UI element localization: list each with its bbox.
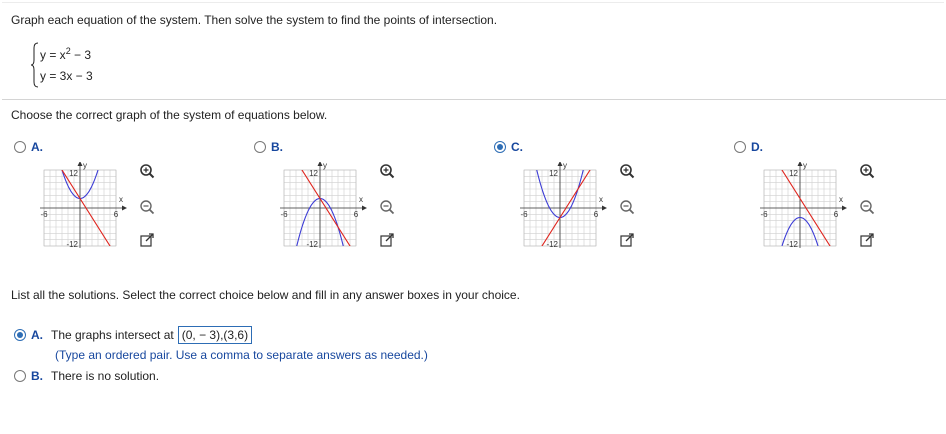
zoom-out-icon[interactable] bbox=[858, 199, 876, 217]
option-a[interactable]: A. bbox=[14, 140, 43, 154]
expand-icon[interactable] bbox=[138, 232, 156, 250]
svg-text:x: x bbox=[599, 195, 603, 204]
graph-a-plot bbox=[32, 162, 142, 256]
svg-text:-6: -6 bbox=[280, 210, 288, 219]
equation-1: $y = x^2 - 3$ bbox=[40, 46, 92, 62]
svg-text:6: 6 bbox=[113, 210, 119, 219]
top-border bbox=[2, 2, 944, 3]
list-prompt: List all the solutions. Select the correct choice below and fill in any answer boxes in your choice. bbox=[11, 288, 520, 302]
brace-icon bbox=[30, 42, 40, 88]
zoom-in-icon[interactable] bbox=[858, 163, 876, 181]
svg-text:-12: -12 bbox=[786, 240, 798, 249]
expand-icon[interactable] bbox=[378, 232, 396, 250]
graph-b[interactable] bbox=[272, 162, 382, 256]
option-c[interactable]: C. bbox=[494, 140, 523, 154]
answer-b[interactable]: B. There is no solution. bbox=[14, 369, 159, 383]
svg-text:-12: -12 bbox=[66, 240, 78, 249]
section-divider bbox=[2, 99, 946, 100]
svg-text:12: 12 bbox=[789, 169, 798, 178]
svg-text:6: 6 bbox=[833, 210, 839, 219]
radio-answer-b[interactable] bbox=[14, 370, 26, 382]
svg-text:-6: -6 bbox=[520, 210, 528, 219]
graph-c-plot bbox=[512, 162, 622, 256]
svg-text:-6: -6 bbox=[40, 210, 48, 219]
zoom-in-icon[interactable] bbox=[378, 163, 396, 181]
svg-text:x: x bbox=[839, 195, 843, 204]
radio-c[interactable] bbox=[494, 141, 506, 153]
graph-c[interactable] bbox=[512, 162, 622, 256]
zoom-in-icon[interactable] bbox=[618, 163, 636, 181]
svg-text:6: 6 bbox=[593, 210, 599, 219]
svg-text:6: 6 bbox=[353, 210, 359, 219]
svg-text:12: 12 bbox=[309, 169, 318, 178]
radio-a[interactable] bbox=[14, 141, 26, 153]
equation-system bbox=[30, 42, 100, 88]
svg-text:12: 12 bbox=[549, 169, 558, 178]
zoom-out-icon[interactable] bbox=[618, 199, 636, 217]
option-b[interactable]: B. bbox=[254, 140, 283, 154]
svg-text:-6: -6 bbox=[760, 210, 768, 219]
choose-prompt: Choose the correct graph of the system of equations below. bbox=[11, 108, 328, 122]
expand-icon[interactable] bbox=[858, 232, 876, 250]
graph-d-plot bbox=[752, 162, 862, 256]
svg-text:y: y bbox=[803, 162, 807, 170]
answer-input[interactable]: (0, − 3),(3,6) bbox=[178, 326, 252, 344]
radio-answer-a[interactable] bbox=[14, 329, 26, 341]
zoom-out-icon[interactable] bbox=[378, 199, 396, 217]
zoom-out-icon[interactable] bbox=[138, 199, 156, 217]
graph-a[interactable] bbox=[32, 162, 142, 256]
svg-text:-12: -12 bbox=[546, 240, 558, 249]
svg-text:x: x bbox=[359, 195, 363, 204]
answer-a[interactable]: A. The graphs intersect at (0, − 3),(3,6) bbox=[14, 326, 252, 344]
svg-text:12: 12 bbox=[69, 169, 78, 178]
radio-b[interactable] bbox=[254, 141, 266, 153]
svg-text:y: y bbox=[563, 162, 567, 170]
svg-text:x: x bbox=[119, 195, 123, 204]
instructions: Graph each equation of the system. Then solve the system to find the points of intersection. bbox=[11, 13, 498, 27]
expand-icon[interactable] bbox=[618, 232, 636, 250]
zoom-in-icon[interactable] bbox=[138, 163, 156, 181]
radio-d[interactable] bbox=[734, 141, 746, 153]
graph-b-plot bbox=[272, 162, 382, 256]
graph-d[interactable] bbox=[752, 162, 862, 256]
svg-text:y: y bbox=[323, 162, 327, 170]
svg-text:-12: -12 bbox=[306, 240, 318, 249]
svg-text:y: y bbox=[83, 162, 87, 170]
equation-2: y = 3x − 3 bbox=[40, 69, 93, 83]
answer-hint: (Type an ordered pair. Use a comma to separate answers as needed.) bbox=[55, 348, 428, 362]
option-d[interactable]: D. bbox=[734, 140, 763, 154]
